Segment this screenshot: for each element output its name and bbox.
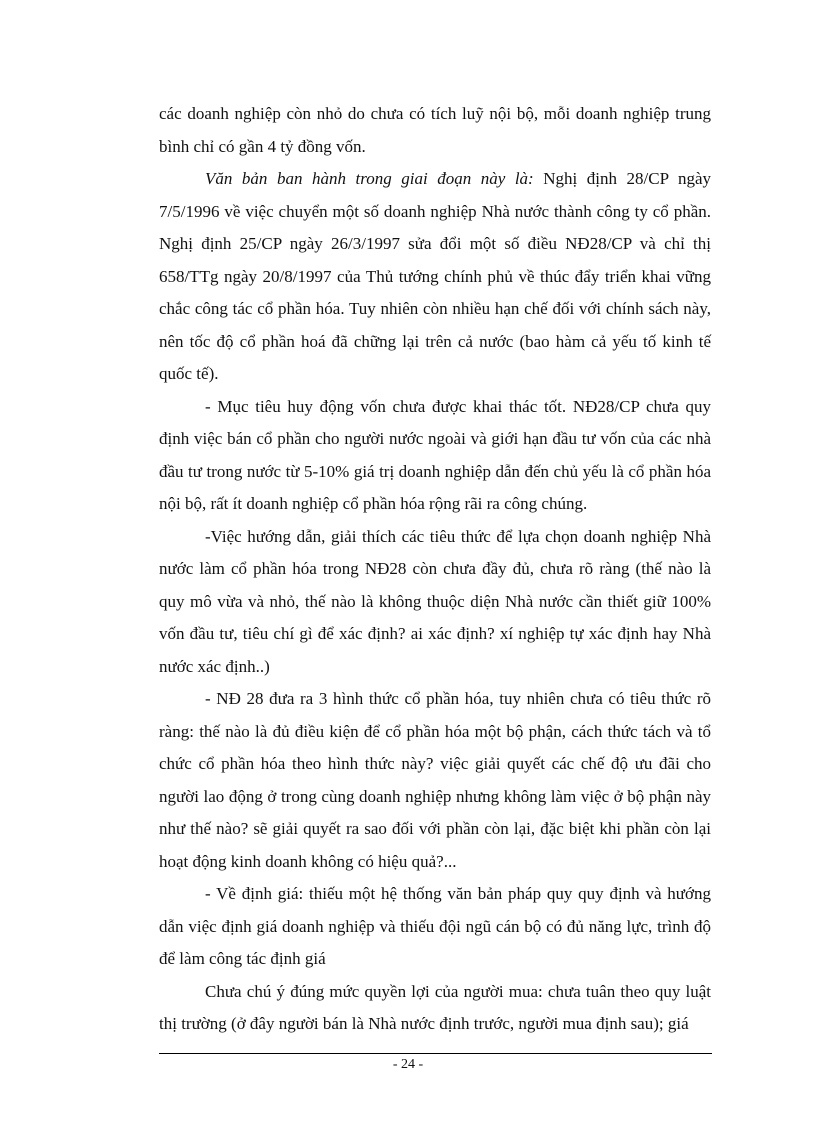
paragraph-buyer-rights: Chưa chú ý đúng mức quyền lợi của người mua: chưa tuân theo quy luật thị trường (ở đây người bán là Nhà nước định trước, người mua định sau); giá (159, 981, 711, 1033)
paragraph-guidance: -Việc hướng dẫn, giải thích các tiêu thức để lựa chọn doanh nghiệp Nhà nước làm cổ phần hóa trong NĐ28 còn chưa đầy đủ, chưa rõ ràng (thế nào là quy mô vừa và nhỏ, thế nào là không thuộc diện Nhà nước cần thiết giữ 100% vốn đầu tư, tiêu chí gì để xác định? ai xác định? xí nghiệp tự xác định hay Nhà nước xác định..) (159, 526, 711, 676)
italic-lead: Văn bản ban hành trong giai đoạn này là: (205, 169, 534, 188)
footer-divider (159, 1053, 712, 1054)
paragraph-capital-goal: - Mục tiêu huy động vốn chưa được khai thác tốt. NĐ28/CP chưa quy định việc bán cổ phần cho người nước ngoài và giới hạn đầu tư vốn của các nhà đầu tư trong nước từ 5-10% giá trị doanh nghiệp dẫn đến chủ yếu là cổ phần hóa nội bộ, rất ít doanh nghiệp cổ phần hóa rộng rãi ra công chúng. (159, 396, 711, 513)
document-body (159, 98, 711, 1041)
paragraph-continuation: các doanh nghiệp còn nhỏ do chưa có tích luỹ nội bộ, mỗi doanh nghiệp trung bình chỉ có gần 4 tỷ đồng vốn. (159, 104, 711, 156)
paragraph-legal-documents: Văn bản ban hành trong giai đoạn này là: Nghị định 28/CP ngày 7/5/1996 về việc chuyển một số doanh nghiệp Nhà nước thành công ty cổ phần. Nghị định 25/CP ngày 26/3/1997 sửa đổi một số điều NĐ28/CP và chỉ thị 658/TTg ngày 20/8/1997 của Thủ tướng chính phủ về thúc đẩy triển khai vững chắc công tác cổ phần hóa. Tuy nhiên còn nhiều hạn chế đối với chính sách này, nên tốc độ cổ phần hoá đã chững lại trên cả nước (bao hàm cả yếu tố kinh tế quốc tế). (159, 169, 711, 383)
paragraph-valuation: - Về định giá: thiếu một hệ thống văn bản pháp quy quy định và hướng dẫn việc định giá doanh nghiệp và thiếu đội ngũ cán bộ có đủ năng lực, trình độ để làm công tác định giá (159, 884, 711, 968)
page-number: - 24 - (392, 1057, 424, 1072)
paragraph-three-forms: - NĐ 28 đưa ra 3 hình thức cổ phần hóa, tuy nhiên chưa có tiêu thức rõ ràng: thế nào là đủ điều kiện để cổ phần hóa một bộ phận, cách thức tách và tổ chức cổ phần hóa theo hình thức này? việc giải quyết các chế độ ưu đãi cho người lao động ở trong cùng doanh nghiệp nhưng không làm việc ở bộ phận này như thế nào? sẽ giải quyết ra sao đối với phần còn lại, đặc biệt khi phần còn lại hoạt động kinh doanh không có hiệu quả?... (159, 689, 711, 871)
